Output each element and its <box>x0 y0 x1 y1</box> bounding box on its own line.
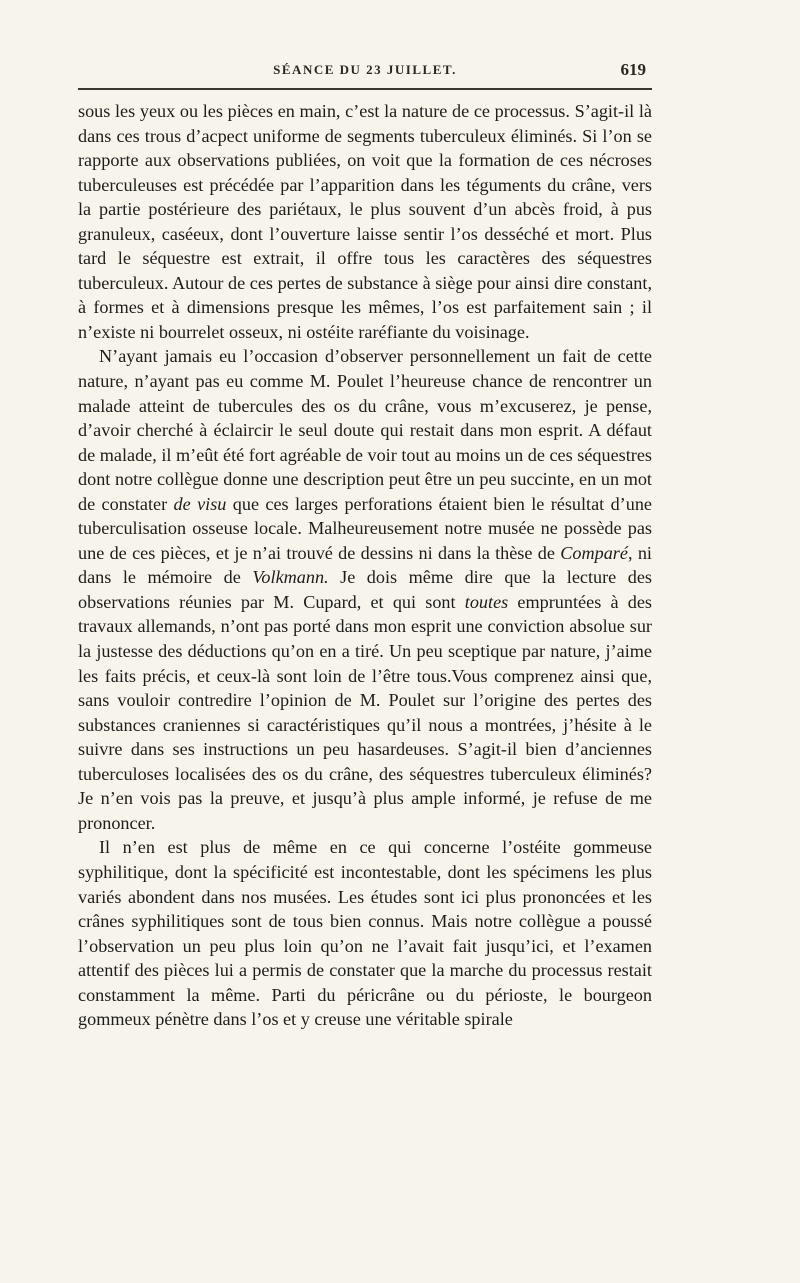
paragraph-3 <box>78 835 652 1031</box>
page-header <box>78 62 652 86</box>
text-run: sous les yeux ou les pièces en main, c’est la nature de ce processus. S’agit-il là dans ces trous d’acpect uniforme de segments tuberculeux éliminés. Si l’on se rapporte aux observations publiées, on voit que la formation de ces nécroses tuberculeuses est précédée par l’apparition dans les téguments du crâne, vers la partie postérieure des pariétaux, le plus souvent d’un abcès froid, à pus granuleux, caséeux, dont l’ouverture laisse sentir l’os desséché et mort. Plus tard le séquestre est extrait, il offre tous les caractères des séquestres tuberculeux. Autour de ces pertes de substance à siège pour ainsi dire constant, à formes et à dimensions presque les mêmes, l’os est parfaitement sain ; il n’existe ni bourrelet osseux, ni ostéite raréfiante du voisinage. <box>78 101 652 342</box>
italic-run: de visu <box>173 493 227 514</box>
text-run: N’ayant jamais eu l’occasion d’observer personnellement un fait de cette nature, n’ayant pas eu comme M. Poulet l’heureuse chance de rencontrer un malade atteint de tubercules des os du crâne, vous m’excuserez, je pense, d’avoir cherché à éclaircir le seul doute qui restait dans mon esprit. A défaut de malade, il m’eût été fort agréable de voir tout au moins un de ces séquestres dont notre collègue donne une description peut être un peu succinte, en un mot de constater <box>78 346 652 514</box>
text-run: , ni dans le mémoire de <box>78 542 652 588</box>
paragraph-1 <box>78 99 652 344</box>
body-text <box>78 99 652 1032</box>
header-rule <box>78 88 652 90</box>
running-head: SÉANCE DU 23 JUILLET. <box>273 62 457 77</box>
text-run: que ces larges perforations étaient bien le résultat d’une tuberculisation osseuse locale. Malheureusement notre musée ne possède pas une de ces pièces, et je n’ai trouvé de dessins ni dans la thèse de <box>78 493 653 563</box>
italic-run: Volkmann. <box>252 567 329 588</box>
italic-run: Comparé <box>560 542 628 563</box>
italic-run: toutes <box>464 591 509 612</box>
text-run: Je dois même dire que la lecture des observations réunies par M. Cupard, et qui sont <box>78 567 652 612</box>
text-run: Il n’en est plus de même en ce qui concerne l’ostéite gommeuse syphilitique, dont la spécificité est incontestable, dont les spécimens les plus variés abondent dans nos musées. Les études sont ici plus prononcées et les crânes syphilitiques sont de tous bien connus. Mais notre collègue a poussé l’observation un peu plus loin qu’on ne l’avait fait jusqu’ici, et l’examen attentif des pièces lui a permis de constater que la marche du processus restait constamment la même. Parti du péricrâne ou du périoste, le bourgeon gommeux pénètre dans l’os et y creuse une véritable spirale <box>78 837 652 1030</box>
page-number: 619 <box>620 60 646 79</box>
text-run: empruntées à des travaux allemands, n’ont pas porté dans mon esprit une conviction absolue sur la justesse des déductions qu’on en a tiré. Un peu sceptique par nature, j’aime les faits précis, et ceux-là sont loin de l’être tous.Vous comprenez ainsi que, sans vouloir contredire l’opinion de M. Poulet sur l’origine des pertes des substances craniennes si caractéristiques qu’il nous a montrées, j’hésite à le suivre dans ses instructions un peu hasardeuses. S’agit-il bien d’anciennes tuberculoses localisées des os du crâne, des séquestres tuberculeux éliminés? Je n’en vois pas la preuve, et jusqu’à plus ample informé, je refuse de me prononcer. <box>78 591 652 833</box>
paragraph-2 <box>78 344 652 835</box>
